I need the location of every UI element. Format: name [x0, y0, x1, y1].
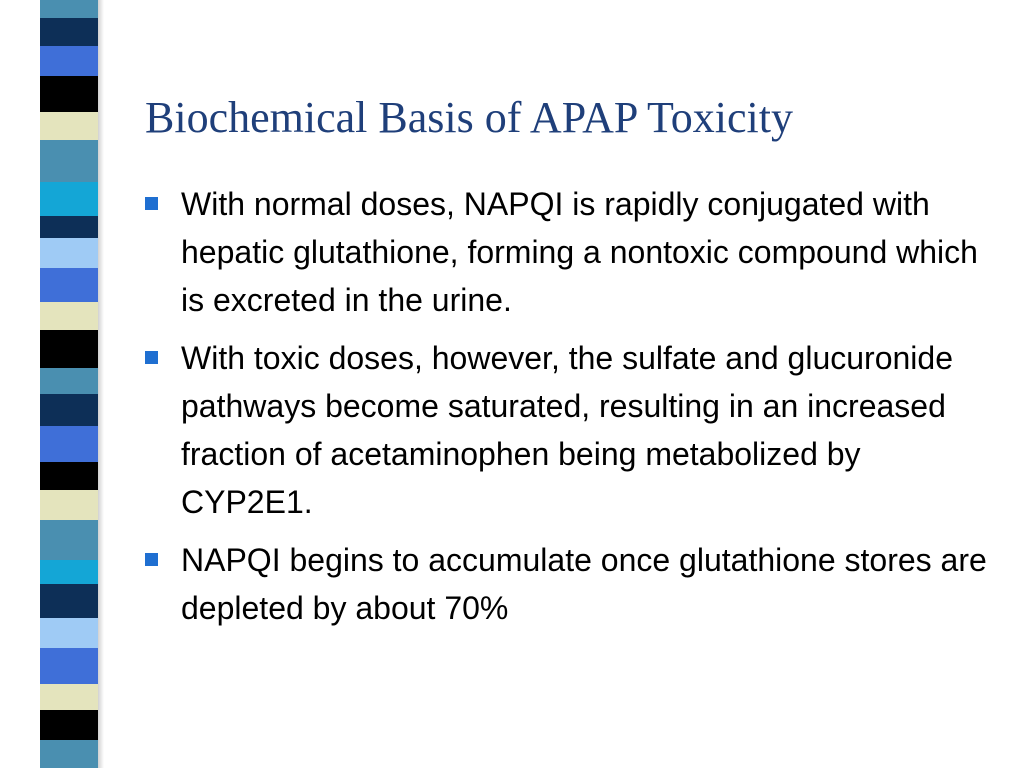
- decorative-stripe: [40, 140, 98, 182]
- square-bullet-icon: [145, 351, 158, 364]
- decorative-stripe: [40, 740, 98, 768]
- decorative-stripe: [40, 426, 98, 462]
- stripe-shadow: [98, 0, 104, 768]
- decorative-stripe: [40, 618, 98, 648]
- bullet-text: With normal doses, NAPQI is rapidly conjugated with hepatic glutathione, forming a nontoxic compound which is excreted in the urine.: [181, 186, 978, 318]
- decorative-stripe: [40, 0, 98, 18]
- decorative-stripe: [40, 584, 98, 618]
- decorative-stripe: [40, 46, 98, 76]
- decorative-stripe: [40, 302, 98, 330]
- decorative-stripe: [40, 560, 98, 584]
- decorative-stripe: [40, 330, 98, 368]
- bullet-text: With toxic doses, however, the sulfate and glucuronide pathways become saturated, resulting in an increased fraction of acetaminophen being metabolized by CYP2E1.: [181, 340, 953, 520]
- square-bullet-icon: [145, 553, 158, 566]
- decorative-stripe: [40, 216, 98, 238]
- decorative-stripe: [40, 368, 98, 394]
- slide-title: Biochemical Basis of APAP Toxicity: [145, 93, 793, 142]
- bullet-list: [145, 180, 995, 642]
- bullet-item: [145, 536, 995, 632]
- decorative-stripe: [40, 76, 98, 112]
- decorative-stripe: [40, 18, 98, 46]
- decorative-stripe-band: [40, 0, 98, 768]
- decorative-stripe: [40, 182, 98, 216]
- square-bullet-icon: [145, 197, 158, 210]
- bullet-text: NAPQI begins to accumulate once glutathione stores are depleted by about 70%: [181, 542, 987, 626]
- bullet-item: [145, 334, 995, 526]
- decorative-stripe: [40, 394, 98, 426]
- decorative-stripe: [40, 490, 98, 520]
- decorative-stripe: [40, 710, 98, 740]
- decorative-stripe: [40, 112, 98, 140]
- decorative-stripe: [40, 520, 98, 560]
- decorative-stripe: [40, 684, 98, 710]
- decorative-stripe: [40, 648, 98, 684]
- decorative-stripe: [40, 268, 98, 302]
- decorative-stripe: [40, 238, 98, 268]
- bullet-item: [145, 180, 995, 324]
- decorative-stripe: [40, 462, 98, 490]
